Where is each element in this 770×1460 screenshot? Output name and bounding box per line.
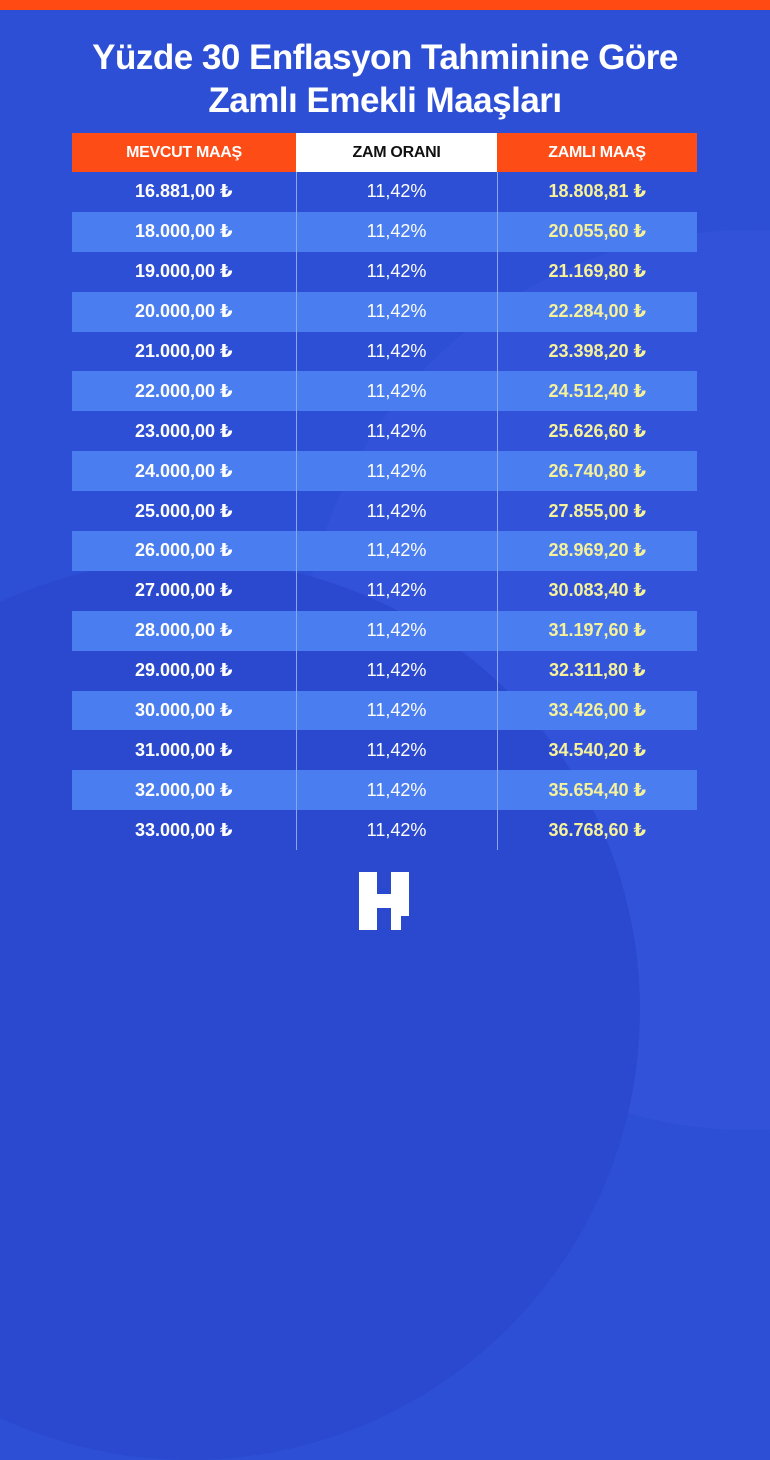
raised-salary-cell: 25.626,60 ₺: [548, 420, 647, 441]
header-raised-salary: ZAMLI MAAŞ: [497, 133, 697, 172]
table-row: [72, 371, 697, 411]
table-row: [72, 292, 697, 332]
title-line-1: Yüzde 30 Enflasyon Tahminine Göre: [92, 38, 678, 77]
raised-salary-cell: 26.740,80 ₺: [497, 451, 697, 491]
raise-rate-cell: 11,42%: [296, 411, 497, 451]
current-salary-cell: 26.000,00 ₺: [72, 531, 296, 571]
current-salary-cell: 24.000,00 ₺: [72, 451, 296, 491]
table-row: [72, 691, 697, 731]
raised-salary-cell: 33.426,00 ₺: [497, 691, 697, 731]
header-current-salary: MEVCUT MAAŞ: [72, 133, 296, 172]
raised-salary-cell: 30.083,40 ₺: [548, 580, 647, 601]
raise-rate-cell: 11,42%: [296, 491, 497, 531]
table-row: [72, 651, 697, 691]
current-salary-cell: 20.000,00 ₺: [72, 292, 296, 332]
current-salary-cell: 22.000,00 ₺: [72, 371, 296, 411]
current-salary-cell: 16.881,00 ₺: [134, 181, 233, 202]
current-salary-cell: 32.000,00 ₺: [72, 770, 296, 810]
raised-salary-cell: 32.311,80 ₺: [548, 660, 646, 681]
table-row: [72, 491, 697, 531]
table-row: [72, 332, 697, 372]
table-row: [72, 411, 697, 451]
raised-salary-cell: 35.654,40 ₺: [497, 770, 697, 810]
table-row: [72, 451, 697, 491]
table-row: [72, 730, 697, 770]
raised-salary-cell: 20.055,60 ₺: [497, 212, 697, 252]
table-row: [72, 611, 697, 651]
current-salary-cell: 30.000,00 ₺: [72, 691, 296, 731]
current-salary-cell: 23.000,00 ₺: [134, 420, 233, 441]
current-salary-cell: 21.000,00 ₺: [134, 341, 233, 361]
raised-salary-cell: 34.540,20 ₺: [548, 739, 647, 760]
table-row: [72, 212, 697, 252]
table-row: [72, 571, 697, 611]
current-salary-cell: 33.000,00 ₺: [134, 819, 233, 840]
top-accent-bar: [0, 0, 770, 10]
current-salary-cell: 19.000,00 ₺: [134, 261, 233, 282]
current-salary-cell: 27.000,00 ₺: [134, 580, 233, 601]
raise-rate-cell: 11,42%: [296, 611, 497, 651]
raise-rate-cell: 11,42%: [296, 172, 497, 212]
raise-rate-cell: 11,42%: [296, 651, 497, 691]
title-line-2: Zamlı Emekli Maaşları: [208, 81, 562, 120]
table-row: [72, 531, 697, 571]
table-row: [72, 770, 697, 810]
table-row: [72, 810, 697, 850]
raise-rate-cell: 11,42%: [296, 332, 497, 372]
raise-rate-cell: 11,42%: [296, 451, 497, 491]
pension-table: [72, 133, 697, 850]
raise-rate-cell: 11,42%: [296, 730, 497, 770]
raised-salary-cell: 23.398,20 ₺: [548, 341, 647, 361]
raised-salary-cell: 27.855,00 ₺: [548, 500, 647, 521]
raised-salary-cell: 21.169,80 ₺: [548, 261, 647, 282]
raised-salary-cell: 31.197,60 ₺: [497, 611, 697, 651]
current-salary-cell: 28.000,00 ₺: [72, 611, 296, 651]
current-salary-cell: 18.000,00 ₺: [72, 212, 296, 252]
raise-rate-cell: 11,42%: [296, 571, 497, 611]
table-header-row: [72, 133, 697, 172]
current-salary-cell: 25.000,00 ₺: [134, 500, 233, 521]
raise-rate-cell: 11,42%: [296, 371, 497, 411]
page-title: [0, 36, 770, 122]
raised-salary-cell: 28.969,20 ₺: [497, 531, 697, 571]
raised-salary-cell: 18.808,81 ₺: [548, 181, 647, 202]
raise-rate-cell: 11,42%: [296, 691, 497, 731]
raise-rate-cell: 11,42%: [296, 292, 497, 332]
raised-salary-cell: 22.284,00 ₺: [497, 292, 697, 332]
header-raise-rate: ZAM ORANI: [296, 133, 497, 172]
current-salary-cell: 31.000,00 ₺: [134, 739, 233, 760]
raise-rate-cell: 11,42%: [296, 770, 497, 810]
raise-rate-cell: 11,42%: [296, 810, 497, 850]
raise-rate-cell: 11,42%: [296, 252, 497, 292]
table-row: [72, 252, 697, 292]
current-salary-cell: 29.000,00 ₺: [134, 660, 233, 681]
raise-rate-cell: 11,42%: [296, 531, 497, 571]
raise-rate-cell: 11,42%: [296, 212, 497, 252]
table-row: [72, 172, 697, 212]
raised-salary-cell: 36.768,60 ₺: [548, 819, 647, 840]
h-logo-icon: [355, 870, 413, 932]
raised-salary-cell: 24.512,40 ₺: [497, 371, 697, 411]
